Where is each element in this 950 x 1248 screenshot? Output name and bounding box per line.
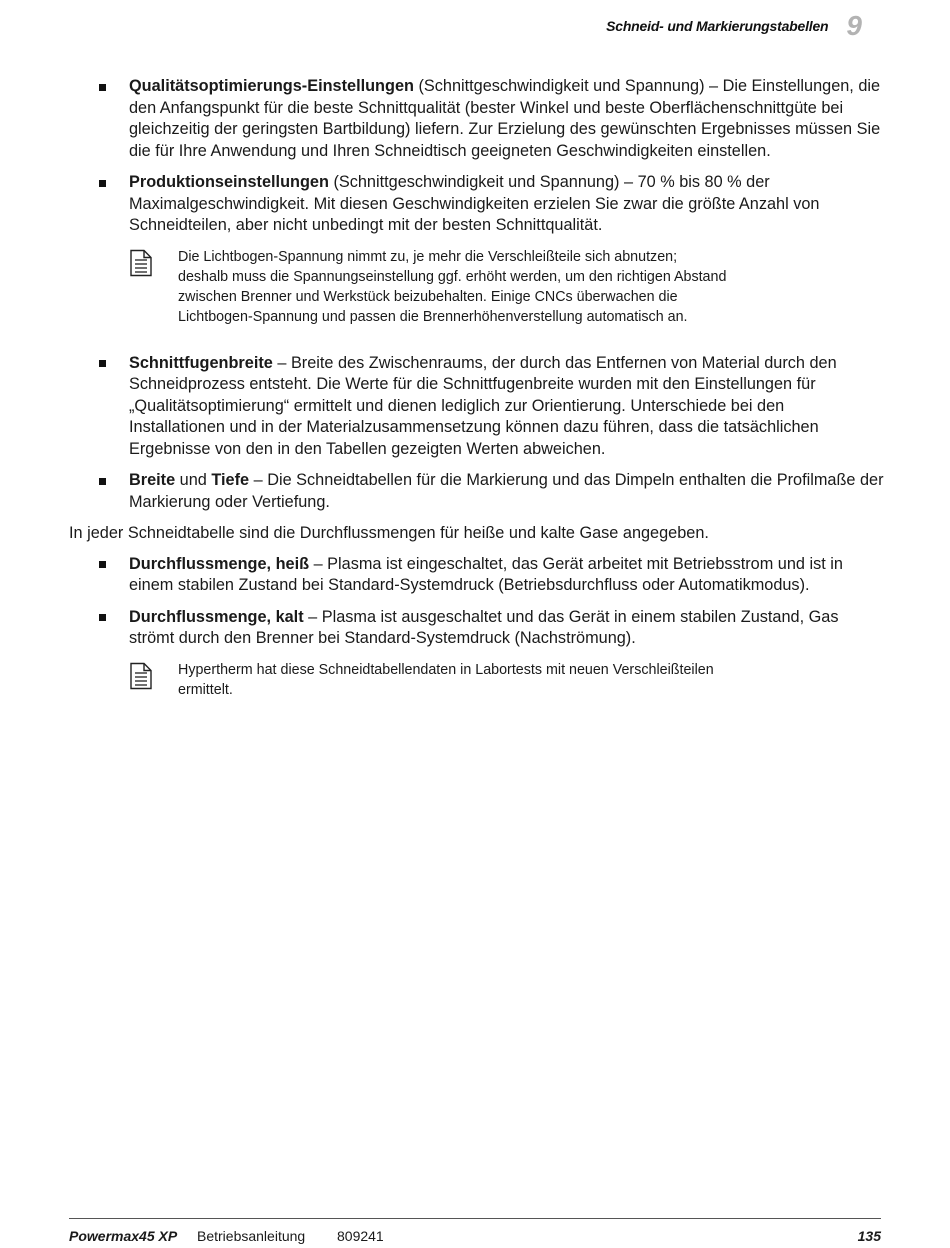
footer-document-type: Betriebsanleitung [197,1228,306,1244]
bullet-text: – Die Schneidtabellen für die Markierung und das Dimpeln enthalten die Profilmaße der Markierung oder Vertiefung. [129,471,884,511]
page-content [0,76,950,726]
page-number: 135 [857,1228,881,1244]
bullet-kerf-width [129,353,884,461]
note-icon [129,662,153,690]
bullet-text: – Plasma ist eingeschaltet, das Gerät arbeitet mit Betriebsstrom und ist in einem stabilen Zustand bei Standard-Systemdruck (Betriebsdurchfluss oder Automatikmodus). [129,554,843,594]
bullet-list-dimensions [0,353,950,514]
bullet-term: Durchflussmenge, heiß [129,554,310,573]
note-block-arc-voltage [129,247,729,327]
bullet-text: – Plasma ist ausgeschaltet und das Gerät in einem stabilen Zustand, Gas strömt durch den Brenner bei Standard-Systemdruck (Nachströmung). [129,607,839,647]
bullet-quality-settings [129,76,884,162]
footer-document-number: 809241 [337,1228,384,1244]
bullet-width-depth: Breite und Tiefe – Die Schneidtabellen für die Markierung und das Dimpeln enthalten die Profilmaße der Markierung oder Vertiefung. [129,470,884,513]
note-icon [129,249,153,277]
bullet-text: (Schnittgeschwindigkeit und Spannung) – 70 % bis 80 % der Maximalgeschwindigkeit. Mit diesen Geschwindigkeiten erzielen Sie zwar die größte Anzahl von Schneidteilen, aber nicht unbedingt mit der besten Schnittqualität. [129,173,820,234]
note-text: Hypertherm hat diese Schneidtabellendaten in Labortests mit neuen Verschleißteilen ermittelt. [178,661,714,698]
bullet-list-flow-rates [0,554,950,650]
bullet-term: Schnittfugenbreite [129,353,273,372]
page-footer [69,1218,881,1244]
note-text: Die Lichtbogen-Spannung nimmt zu, je mehr die Verschleißteile sich abnutzen; deshalb muss die Spannungseinstellung ggf. erhöht werden, um den richtigen Abstand zwischen Brenner und Werkstück beizubehalten. Einige CNCs überwachen die Lichtbogen-Spannung und passen die Brennerhöhenverstellung automatisch an. [178,248,727,325]
chapter-number: 9 [846,10,862,41]
page-header [606,12,862,40]
bullet-list-settings [0,76,950,237]
section-title: Schneid- und Markierungstabellen [606,18,829,34]
bullet-term: Produktionseinstellungen [129,173,329,191]
bullet-flow-hot [129,554,884,597]
bullet-term: Breite [129,471,176,489]
bullet-term-2: Tiefe [211,471,250,489]
note-block-lab-tests [129,660,729,700]
footer-product-name: Powermax45 XP [69,1228,178,1244]
bullet-production-settings [129,172,884,237]
bullet-text: – Breite des Zwischenraums, der durch das Entfernen von Material durch den Schneidprozess entsteht. Die Werte für die Schnittfugenbreite wurden mit den Einstellungen für „Qualitätsoptimierung“ ermittelt und dienen lediglich zur Orientierung. Unterschiede bei den Installationen und in der Materialzusammensetzung können dazu führen, dass die tatsächlichen Ergebnisse von den in den Tabellen gezeigten Werten abweichen. [129,353,837,458]
bullet-term: Durchflussmenge, kalt [129,607,304,626]
bullet-text: (Schnittgeschwindigkeit und Spannung) – Die Einstellungen, die den Anfangspunkt für die beste Schnittqualität (bester Winkel und beste Oberflächenschnittgüte bei gleichzeitig der geringsten Bartbildung) liefern. Zur Erzielung des gewünschten Ergebnisses müssen Sie die für Ihre Anwendung und Ihren Schneidtisch geeigneten Geschwindigkeiten einstellen. [129,77,881,160]
flow-rates-paragraph: In jeder Schneidtabelle sind die Durchflussmengen für heiße und kalte Gase angegeben. [69,524,709,542]
bullet-term: Qualitätsoptimierungs-Einstellungen [129,77,414,95]
bullet-flow-cold [129,607,884,650]
